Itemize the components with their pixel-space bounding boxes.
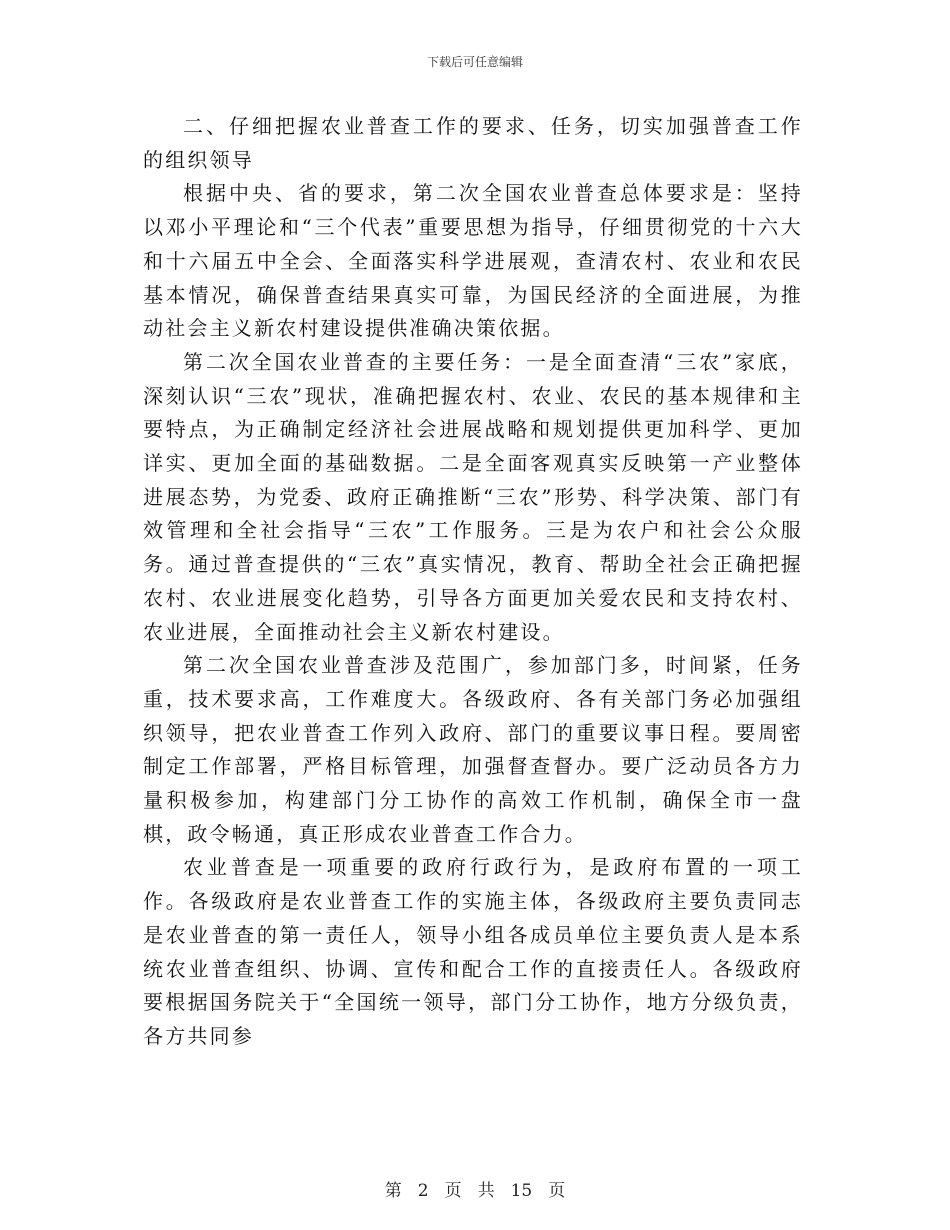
paragraph-tasks: 第二次全国农业普查的主要任务：一是全面查清“三农”家底，深刻认识“三农”现状，准确把握农村、农业、农民的基本规律和主要特点，为正确制定经济社会进展战略和规划提供更加科学、更加详实、更加全面的基础数据。二是全面客观真实反映第一产业整体进展态势，为党委、政府正确推断“三农”形势、科学决策、部门有效管理和全社会指导“三农”工作服务。三是为农户和社会公众服务。通过普查提供的“三农”真实情况，教育、帮助全社会正确把握农村、农业进展变化趋势，引导各方面更加关爱农民和支持农村、农业进展，全面推动社会主义新农村建设。 [143, 349, 803, 644]
paragraph-responsibility: 农业普查是一项重要的政府行政行为，是政府布置的一项工作。各级政府是农业普查工作的实施主体，各级政府主要负责同志是农业普查的第一责任人，领导小组各成员单位主要负责人是本系统农业普查组织、协调、宣传和配合工作的直接责任人。各级政府要根据国务院关于“全国统一领导，部门分工协作，地方分级负责，各方共同参 [143, 855, 803, 1048]
footer-total-unit: 页 [548, 1181, 566, 1201]
document-body [143, 110, 803, 1054]
footer-page-word: 第 [384, 1181, 402, 1201]
page-header: 下载后可任意编辑 [426, 55, 523, 69]
page-footer [0, 1176, 950, 1201]
section-heading: 二、仔细把握农业普查工作的要求、任务，切实加强普查工作的组织领导 [143, 114, 803, 172]
paragraph-requirements: 根据中央、省的要求，第二次全国农业普查总体要求是：坚持以邓小平理论和“三个代表”重要思想为指导，仔细贯彻党的十六大和十六届五中全会、全面落实科学进展观，查清农村、农业和农民基本情况，确保普查结果真实可靠，为国民经济的全面进展，为推动社会主义新农村建设提供准确决策依据。 [143, 181, 803, 341]
footer-page-unit: 页 [444, 1181, 462, 1201]
footer-page-number: 2 [417, 1181, 429, 1201]
footer-total-pages: 15 [510, 1181, 533, 1201]
footer-total-word: 共 [477, 1181, 495, 1201]
paragraph-organization: 第二次全国农业普查涉及范围广，参加部门多，时间紧，任务重，技术要求高，工作难度大。各级政府、各有关部门务必加强组织领导，把农业普查工作列入政府、部门的重要议事日程。要周密制定工作部署，严格目标管理，加强督查督办。要广泛动员各方力量积极参加，构建部门分工协作的高效工作机制，确保全市一盘棋，政令畅通，真正形成农业普查工作合力。 [143, 653, 803, 846]
